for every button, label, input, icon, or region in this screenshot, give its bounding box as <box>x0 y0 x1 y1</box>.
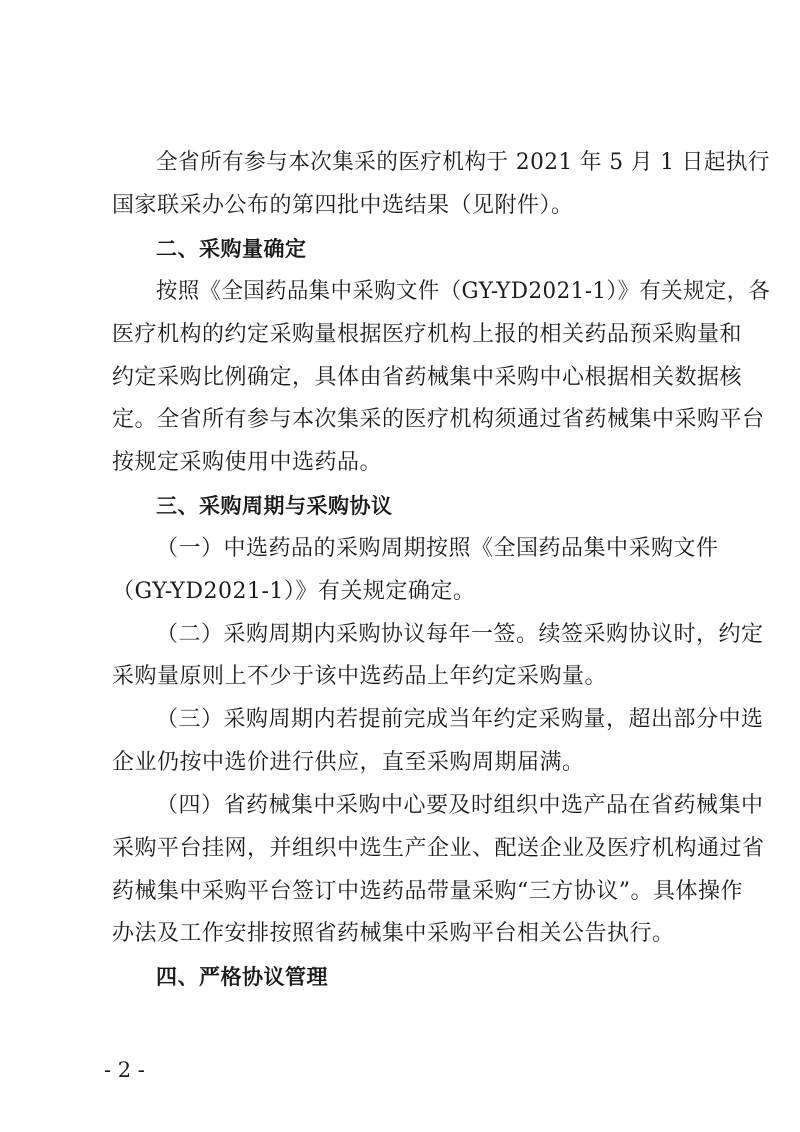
paragraph-line: 定。全省所有参与本次集采的医疗机构须通过省药械集中采购平台 <box>112 407 765 432</box>
paragraph-line: 按照《全国药品集中采购文件（GY-YD2021-1）》有关规定，各 <box>156 279 771 304</box>
paragraph-line: 采购量原则上不少于该中选药品上年约定采购量。 <box>112 664 608 689</box>
paragraph-line: （一）中选药品的采购周期按照《全国药品集中采购文件 <box>156 536 719 561</box>
section-heading-4: 四、严格协议管理 <box>156 965 328 989</box>
paragraph-line: 医疗机构的约定采购量根据医疗机构上报的相关药品预采购量和 <box>112 322 743 347</box>
paragraph-line: 约定采购比例确定，具体由省药械集中采购中心根据相关数据核 <box>112 365 743 390</box>
paragraph-line: （GY-YD2021-1）》有关规定确定。 <box>112 579 476 604</box>
paragraph-line: （三）采购周期内若提前完成当年约定采购量，超出部分中选 <box>156 707 764 732</box>
page-number: - 2 - <box>104 1058 145 1082</box>
paragraph-line: 按规定采购使用中选药品。 <box>112 450 383 475</box>
paragraph-line: 国家联采办公布的第四批中选结果（见附件）。 <box>112 193 574 218</box>
paragraph-line: （四）省药械集中采购中心要及时组织中选产品在省药械集中 <box>156 793 764 818</box>
paragraph-line: 办法及工作安排按照省药械集中采购平台相关公告执行。 <box>112 921 675 946</box>
paragraph-line: 企业仍按中选价进行供应，直至采购周期届满。 <box>112 750 585 775</box>
paragraph-line: 采购平台挂网，并组织中选生产企业、配送企业及医疗机构通过省 <box>112 836 765 861</box>
paragraph-line: 全省所有参与本次集采的医疗机构于 2021 年 5 月 1 日起执行 <box>156 150 770 175</box>
paragraph-line: 药械集中采购平台签订中选药品带量采购“三方协议”。具体操作 <box>112 879 743 904</box>
section-heading-2: 二、采购量确定 <box>156 237 307 261</box>
paragraph-line: （二）采购周期内采购协议每年一签。续签采购协议时，约定 <box>156 622 764 647</box>
section-heading-3: 三、采购周期与采购协议 <box>156 494 393 518</box>
